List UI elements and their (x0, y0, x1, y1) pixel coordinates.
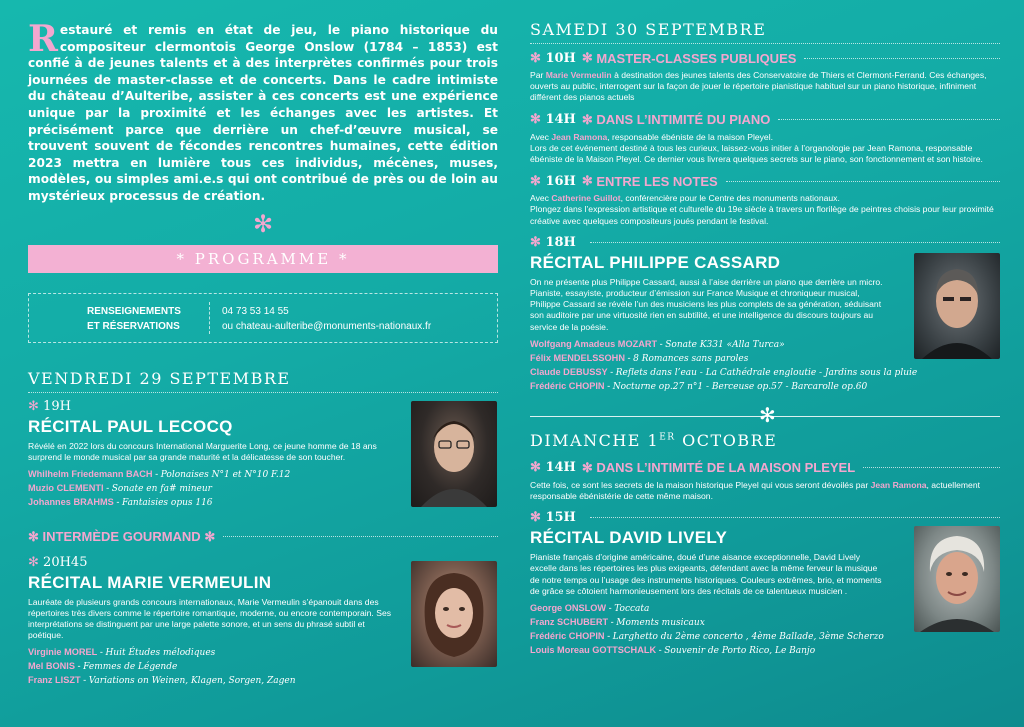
saturday-slot4-desc: On ne présente plus Philippe Cassard, aussi à l’aise derrière un piano que derrière un micro. Pianiste, essayiste, producteur d’émission sur France Musique et chroniqueur musical, Philippe Cassard se révèle l’un des musiciens les plus complets de sa génération, séduisant son auditoire par une virtuosité rien en subtilité, et une intelligence du discours toujours au service de la poésie. (530, 276, 883, 332)
desc-name: Jean Ramona (551, 131, 608, 142)
info-box (28, 293, 498, 343)
desc-text: à destination des jeunes talents des Conservatoire de Thiers et Clermont-Ferrand. Ces échanges, ouverts au public, interrogent sur la façon de jouer le répertoire pianistique habituel sur un piano historique, infiniment différent des pianos actuels (530, 70, 987, 103)
desc-name: Jean Ramona (870, 479, 927, 490)
philippe-cassard-photo (914, 253, 1000, 359)
intermede-text: INTERMÈDE GOURMAND (42, 529, 201, 545)
work-piece: Reflets dans l’eau - La Cathédrale engloutie - Jardins sous la pluie (615, 367, 918, 378)
work-item: Johannes BRAHMS - Fantaisies opus 116 (28, 496, 213, 508)
right-column (530, 22, 1000, 670)
friday-slot2-title: RÉCITAL MARIE VERMEULIN (28, 572, 272, 592)
desc-text: Cette fois, ce sont les secrets de la maison historique Pleyel qui vous seront dévoilés par (530, 479, 869, 490)
desc-prefix: Par (530, 70, 544, 80)
work-piece: Sonate K331 «Alla Turca» (665, 339, 785, 350)
friday-slot1-time: ✻ 19H (28, 398, 71, 414)
saturday-slot3-desc (530, 193, 1000, 227)
work-piece: 8 Romances sans paroles (633, 353, 749, 364)
work-composer: Johannes BRAHMS (28, 496, 114, 507)
desc-prefix: Avec (530, 131, 549, 142)
work-composer: George ONSLOW (530, 603, 607, 614)
work-composer: Frédéric CHOPIN (530, 631, 605, 642)
sunday-slot2-title: RÉCITAL DAVID LIVELY (530, 528, 728, 548)
programme-banner: * PROGRAMME * (28, 245, 498, 273)
work-piece: Femmes de Légende (83, 662, 178, 673)
work-item: Mel BONIS - Femmes de Légende (28, 661, 178, 673)
work-item: Frédéric CHOPIN - Nocturne op.27 n°1 - Berceuse op.57 - Barcarolle op.60 (530, 380, 868, 392)
work-item: Muzio CLEMENTI - Sonate en fa# mineur (28, 482, 212, 494)
work-piece: Variations on Weinen, Klagen, Sorgen, Zagen (88, 676, 296, 687)
work-item: Claude DEBUSSY - Reflets dans l’eau - La Cathédrale engloutie - Jardins sous la pluie (530, 366, 918, 378)
work-composer: Félix MENDELSSOHN (530, 352, 625, 363)
sunday-slot2-heading: ✻ 15H (530, 510, 1000, 525)
work-item: George ONSLOW - Toccata (530, 603, 650, 615)
saturday-slot1-time: 10H (545, 50, 576, 66)
work-piece: Huit Études mélodiques (105, 648, 216, 659)
friday-slot2-time-text: 20H45 (43, 554, 88, 570)
intermede-heading: ✻ INTERMÈDE GOURMAND ✻ (28, 529, 498, 545)
sunday-slot1 (530, 460, 1000, 502)
paul-lecocq-photo (411, 401, 497, 507)
david-lively-photo (914, 526, 1000, 632)
info-label (87, 304, 181, 334)
sunday-title-rest: OCTOBRE (675, 430, 778, 450)
saturday-slot3-heading: ✻ 16H ✻ ENTRE LES NOTES (530, 173, 1000, 189)
work-composer: Claude DEBUSSY (530, 366, 608, 377)
sunday-slot1-heading: ✻ 14H ✻ DANS L’INTIMITÉ DE LA MAISON PLEYEL (530, 460, 1000, 476)
saturday-slot4 (530, 235, 1000, 405)
desc-name: Marie Vermeulin (545, 70, 612, 80)
work-composer: Virginie MOREL (28, 647, 98, 658)
work-piece: Fantaisies opus 116 (121, 497, 213, 508)
work-item: Félix MENDELSSOHN - 8 Romances sans paroles (530, 352, 749, 364)
work-composer: Frédéric CHOPIN (530, 380, 605, 391)
saturday-slot3 (530, 173, 1000, 227)
sunday-title-sup: ER (659, 432, 676, 443)
saturday-slot2-desc (530, 132, 1000, 166)
friday-section (28, 369, 498, 705)
work-piece: Polonaises N°1 et N°10 F.12 (160, 469, 291, 480)
friday-slot2-desc: Lauréate de plusieurs grands concours internationaux, Marie Vermeulin s’épanouit dans des répertoires très divers comme le répertoire romantique, moderne, ou encore contemporain. Ses interprétations se distinguent par une large palette sonore, et un sens du phrasé subtil et poétique. (28, 596, 392, 641)
work-piece: Nocturne op.27 n°1 - Berceuse op.57 - Barcarolle op.60 (612, 381, 868, 392)
sunday-slot2-desc: Pianiste français d’origine américaine, doué d’une aisance exceptionnelle, David Lively excelle dans les répertoires les plus exigeants, défendant avec la même ferveur la musique de notre temps ou l’usage des instruments historiques. Couleurs extrêmes, brio, et moments de grâce se côtoient harmonieusement lors des récitals de ce talentueux musicien . (530, 552, 882, 596)
info-values (222, 304, 431, 334)
friday-slot1-time-text: 19H (43, 398, 71, 414)
saturday-slot2-heading: ✻ 14H ✻ DANS L’INTIMITÉ DU PIANO (530, 112, 1000, 128)
desc-line1: , conférencière pour le Centre des monuments nationaux. (620, 193, 840, 204)
saturday-slot2-time: 14H (545, 112, 576, 128)
work-item: Whilhelm Friedemann BACH - Polonaises N°1 et N°10 F.12 (28, 468, 291, 480)
work-item: Franz LISZT - Variations on Weinen, Klagen, Sorgen, Zagen (28, 675, 296, 687)
saturday-slot1 (530, 50, 1000, 104)
sunday-slot1-heading-text: DANS L’INTIMITÉ DE LA MAISON PLEYEL (596, 460, 856, 476)
saturday-title: SAMEDI 30 SEPTEMBRE (530, 20, 1000, 44)
work-piece: Moments musicaux (616, 618, 705, 629)
info-email[interactable]: chateau-aulteribe@monuments-nationaux.fr (235, 320, 432, 332)
work-item: Frédéric CHOPIN - Larghetto du 2ème concerto , 4ème Ballade, 3ème Scherzo (530, 631, 884, 643)
sunday-title (530, 431, 1000, 454)
sunday-slot2-time: 15H (545, 510, 576, 526)
saturday-slot1-heading-text: MASTER-CLASSES PUBLIQUES (596, 50, 797, 66)
flower-ornament-icon: ✻ (252, 210, 274, 238)
info-divider (209, 302, 210, 334)
work-composer: Franz SCHUBERT (530, 617, 609, 628)
friday-slot1-desc: Révélé en 2022 lors du concours International Marguerite Long, ce jeune homme de 18 ans surprend le monde musical par sa grande maturité et la délicatesse de son toucher. (28, 440, 377, 462)
work-item: Wolfgang Amadeus MOZART - Sonate K331 «Alla Turca» (530, 338, 785, 350)
saturday-slot4-time: 18H (545, 234, 576, 250)
saturday-slot1-heading: ✻ 10H ✻ MASTER-CLASSES PUBLIQUES (530, 50, 1000, 66)
saturday-slot4-title: RÉCITAL PHILIPPE CASSARD (530, 252, 781, 272)
desc-text: Plongez dans l’expression artistique et culturelle du 19e siècle à travers un florilège de peintres choisis pour leur proximité créative avec quelques compositeurs joués pendant le festival. (530, 204, 994, 226)
friday-slot2 (28, 555, 498, 705)
friday-title: VENDREDI 29 SEPTEMBRE (28, 369, 498, 393)
desc-text: Lors de cet événement destiné à tous les curieux, laissez-vous initier à l’organologie par Jean Ramona, responsable ébéniste de la Maison Pleyel. Ce dernier vous livrera quelques secrets sur le piano, son fonctionnement et son histoire. (530, 142, 983, 165)
work-piece: Souvenir de Porto Rico, Le Banjo (664, 646, 816, 657)
saturday-slot2-heading-text: DANS L’INTIMITÉ DU PIANO (596, 112, 771, 128)
desc-name: Catherine Guillot (551, 193, 621, 204)
work-composer: Whilhelm Friedemann BACH (28, 468, 153, 479)
info-label-line1: RENSEIGNEMENTS (87, 305, 181, 317)
desc-line1: , responsable ébéniste de la maison Pleyel. (607, 131, 774, 142)
sunday-title-main: DIMANCHE 1 (530, 430, 660, 450)
saturday-slot4-heading: ✻ 18H (530, 235, 1000, 250)
work-item: Franz SCHUBERT - Moments musicaux (530, 617, 705, 629)
work-piece: Larghetto du 2ème concerto , 4ème Ballade, 3ème Scherzo (612, 632, 884, 643)
left-column (28, 18, 498, 705)
saturday-slot2 (530, 112, 1000, 166)
friday-slot2-time: ✻ 20H45 (28, 554, 88, 570)
sunday-slot1-desc (530, 480, 1000, 502)
work-item: Louis Moreau GOTTSCHALK - Souvenir de Porto Rico, Le Banjo (530, 645, 816, 657)
intro-dropcap: R (28, 18, 58, 60)
work-composer: Mel BONIS (28, 661, 75, 672)
info-label-line2: ET RÉSERVATIONS (87, 320, 180, 332)
separator-ornament (530, 405, 1000, 427)
sunday-slot1-time: 14H (545, 460, 576, 476)
work-composer: Wolfgang Amadeus MOZART (530, 338, 658, 349)
marie-vermeulin-photo (411, 561, 497, 667)
flower-separator-icon: ✻ (759, 404, 776, 427)
intro-text: estauré et remis en état de jeu, le piano historique du compositeur clermontois George Onslow (1784 – 1853) est confié à de jeunes talents et à des interprètes confirmés pour trois journées de master-classe et de concerts. Dans le cadre intimiste du château d’Aulteribe, assister à ces concerts est une expérience unique par la proximité et les échanges avec les artistes. Et précisément parce que derrière un chef-d’œuvre musical, se trouvent souvent de fécondes rencontres humaines, cette édition 2023 mettra en lumière tous ces individus, mécènes, muses, modèles, ou simples ami.e.s qui ont contribué de près ou de loin au mystérieux processus de création. (28, 23, 498, 203)
friday-slot1-title: RÉCITAL PAUL LECOCQ (28, 416, 233, 436)
saturday-slot3-heading-text: ENTRE LES NOTES (596, 173, 718, 189)
desc-suffix: , actuellement responsable ébénistérie de cette même maison. (530, 479, 980, 502)
work-piece: Sonate en fa# mineur (111, 483, 212, 494)
saturday-slot3-time: 16H (545, 173, 576, 189)
saturday-slot1-desc (530, 70, 1000, 104)
intro-paragraph (28, 18, 498, 205)
desc-prefix: Avec (530, 193, 549, 204)
work-piece: Toccata (614, 604, 650, 615)
info-or: ou (222, 320, 234, 332)
work-composer: Muzio CLEMENTI (28, 482, 104, 493)
friday-slot1 (28, 399, 498, 529)
work-composer: Louis Moreau GOTTSCHALK (530, 645, 657, 656)
info-phone[interactable]: 04 73 53 14 55 (222, 305, 289, 317)
work-item: Virginie MOREL - Huit Études mélodiques (28, 647, 216, 659)
sunday-slot2 (530, 510, 1000, 670)
work-composer: Franz LISZT (28, 675, 81, 686)
